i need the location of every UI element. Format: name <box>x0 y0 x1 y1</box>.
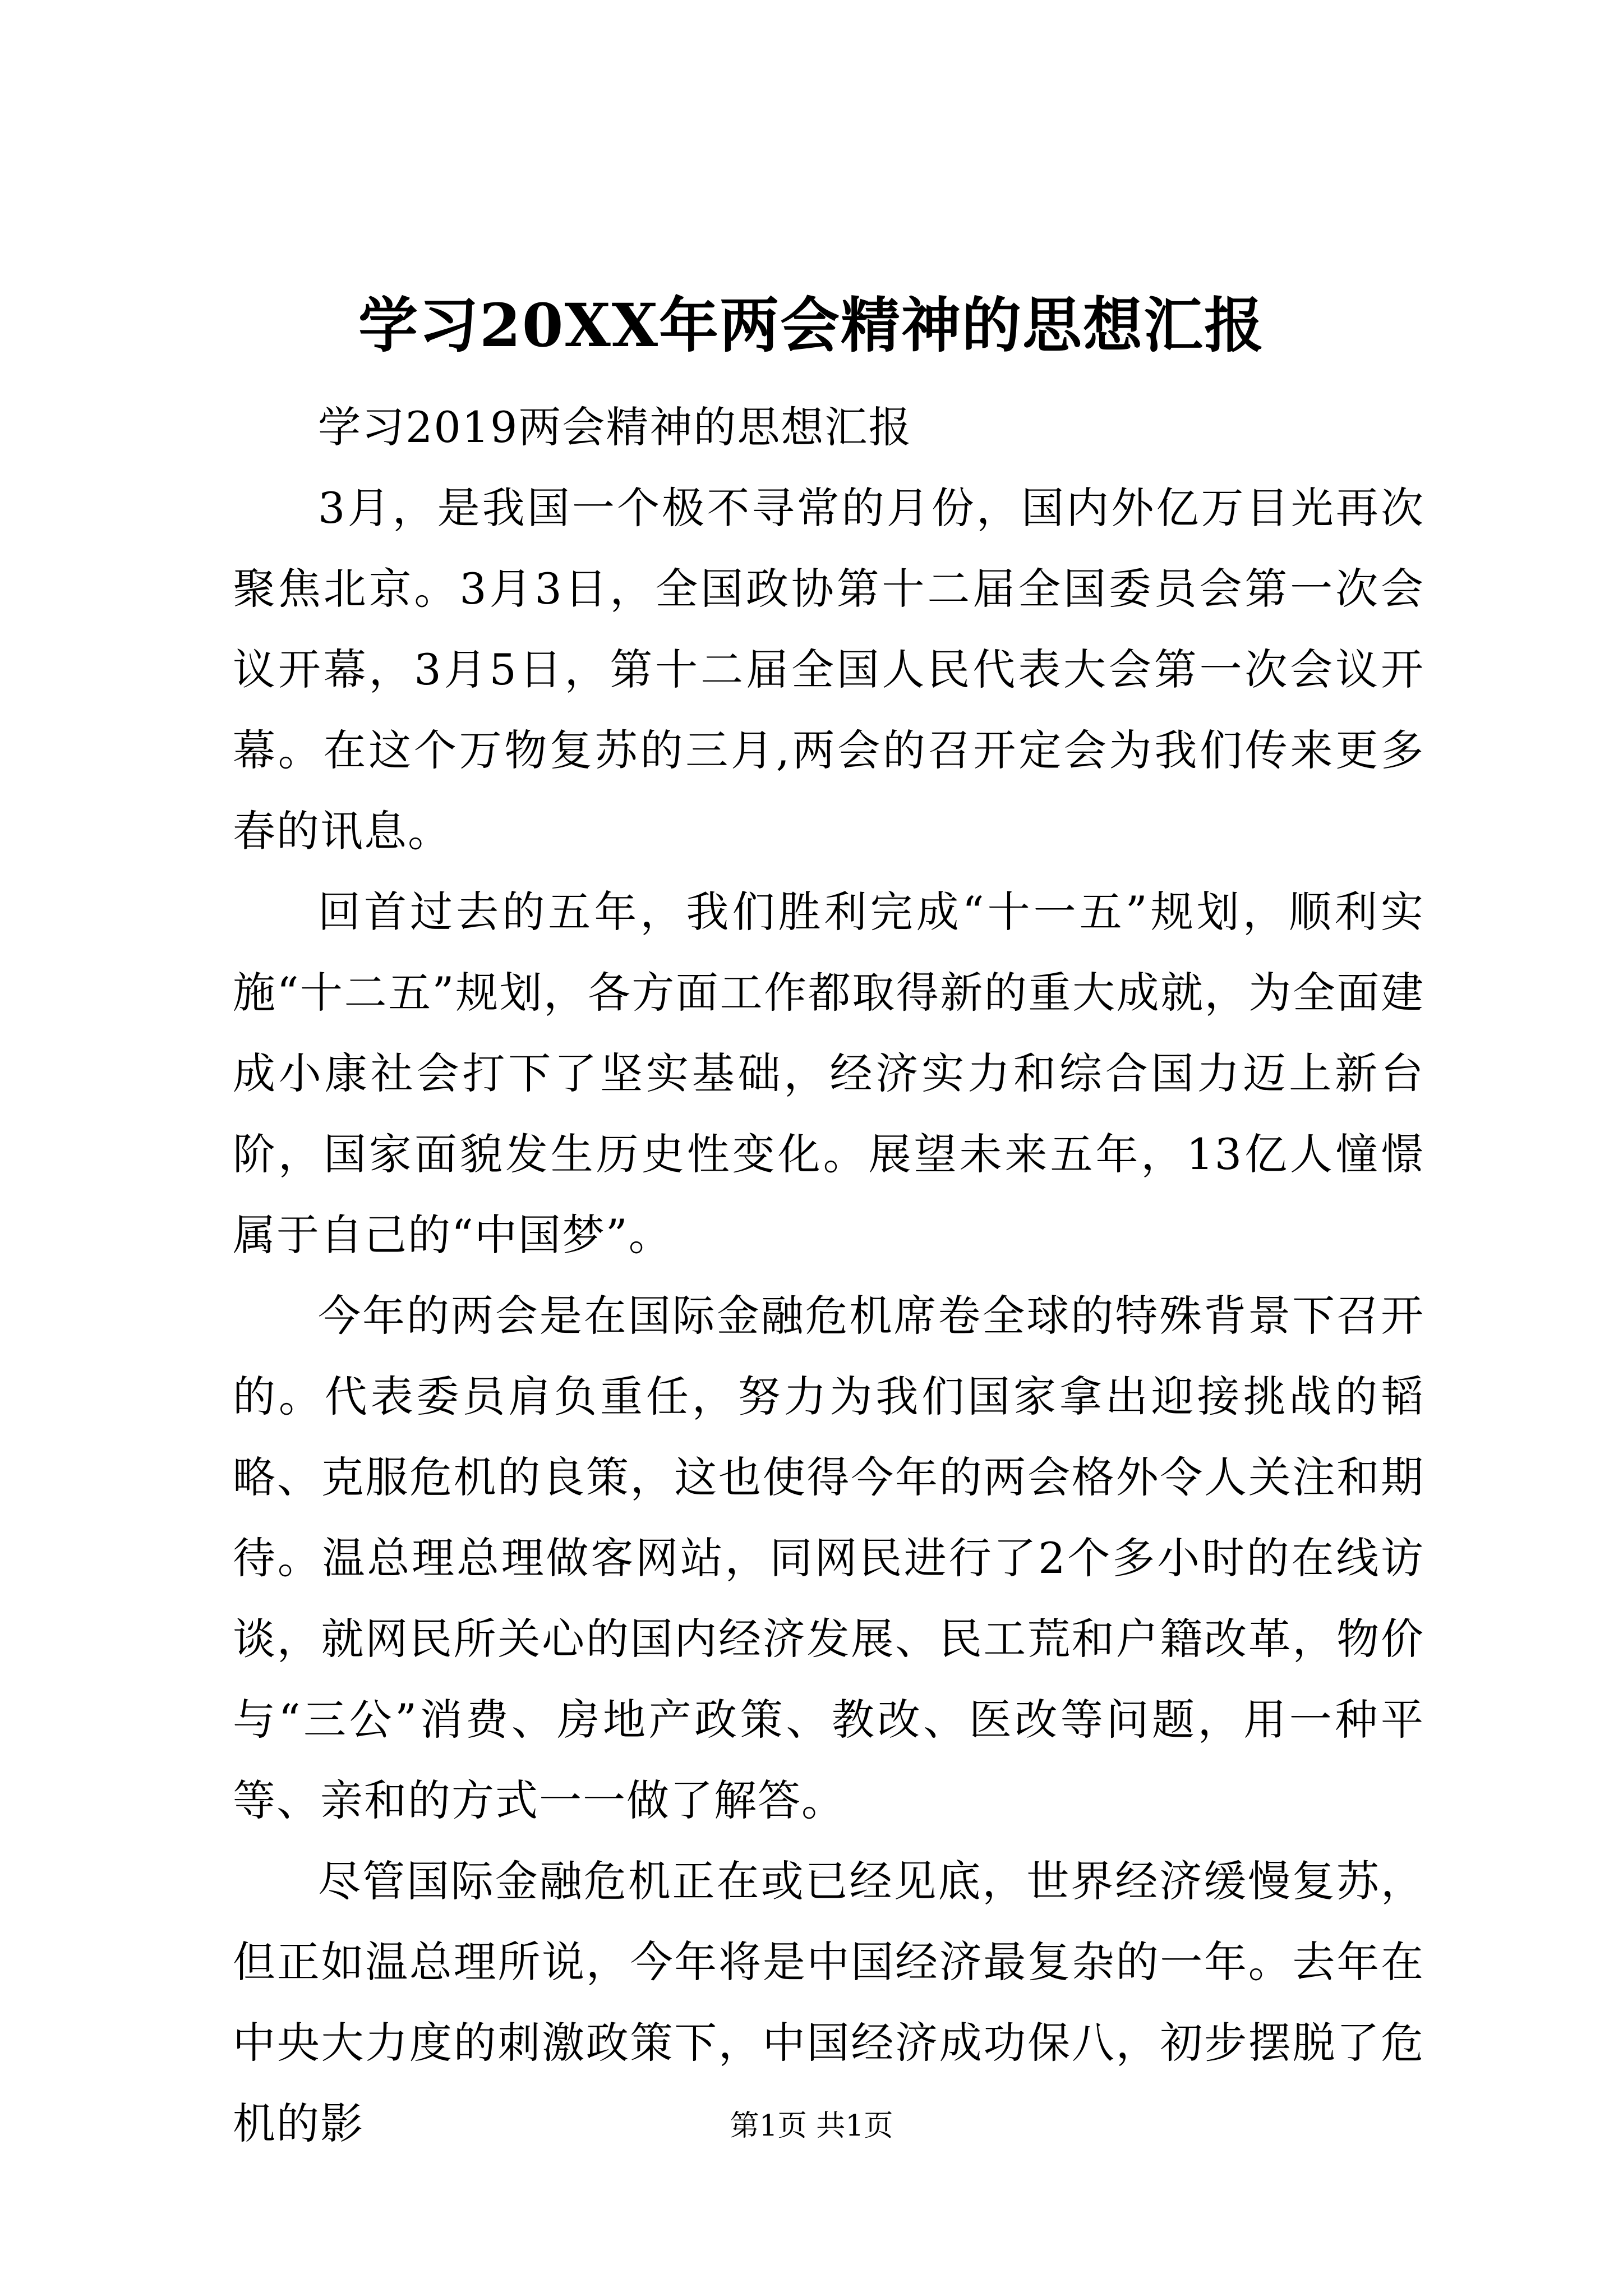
paragraph-subtitle: 学习2019两会精神的思想汇报 <box>318 402 912 452</box>
document-body <box>233 387 1424 2164</box>
paragraph: 今年的两会是在国际金融危机席卷全球的特殊背景下召开的。代表委员肩负重任，努力为我们国家拿出迎接挑战的韬略、克服危机的良策，这也使得今年的两会格外令人关注和期待。温总理总理做客网站，同网民进行了2个多小时的在线访谈，就网民所关心的国内经济发展、民工荒和户籍改革，物价与“三公”消费、房地产政策、教改、医改等问题，用一种平等、亲和的方式一一做了解答。 <box>233 1291 1424 1825</box>
document-title: 学习20XX年两会精神的思想汇报 <box>358 290 1265 360</box>
paragraph: 回首过去的五年，我们胜利完成“十一五”规划，顺利实施“十二五”规划，各方面工作都取得新的重大成就，为全面建成小康社会打下了坚实基础，经济实力和综合国力迈上新台阶，国家面貌发生历史性变化。展望未来五年，13亿人憧憬属于自己的“中国梦”。 <box>233 887 1424 1260</box>
page-footer: 第1页 共1页 <box>730 2109 893 2143</box>
paragraph: 尽管国际金融危机正在或已经见底，世界经济缓慢复苏，但正如温总理所说，今年将是中国经济最复杂的一年。去年在中央大力度的刺激政策下，中国经济成功保八，初步摆脱了危机的影 <box>233 1856 1424 2148</box>
paragraph: 3月，是我国一个极不寻常的月份，国内外亿万目光再次聚焦北京。3月3日，全国政协第十二届全国委员会第一次会议开幕，3月5日，第十二届全国人民代表大会第一次会议开幕。在这个万物复苏的三月,两会的召开定会为我们传来更多春的讯息。 <box>233 483 1424 856</box>
